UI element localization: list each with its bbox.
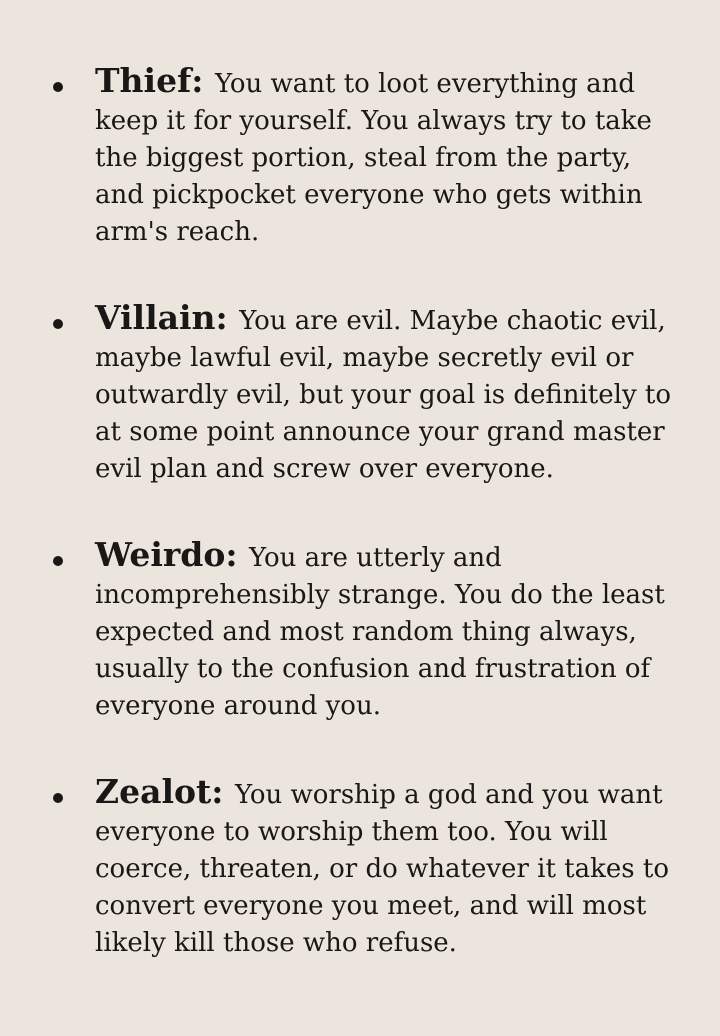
bullet-icon [53, 319, 63, 329]
list-item-weirdo [48, 536, 672, 725]
list-item-zealot [48, 773, 672, 962]
archetype-list [48, 62, 672, 962]
list-item-villain [48, 299, 672, 488]
term-description: You are evil. Maybe chaotic evil, maybe lawful evil, maybe secretly evil or outwardly evil, but your goal is definitely to at some point announce your grand master evil plan and screw over everyone. [95, 306, 671, 484]
bullet-icon [53, 82, 63, 92]
bullet-icon [53, 556, 63, 566]
bullet-icon [53, 793, 63, 803]
term-label: Villain: [95, 298, 240, 337]
term-label: Weirdo: [95, 535, 250, 574]
list-item-thief [48, 62, 672, 251]
term-description: You are utterly and incomprehensibly strange. You do the least expected and most random thing always, usually to the confusion and frustration of everyone around you. [95, 543, 665, 721]
term-description: You want to loot everything and keep it for yourself. You always try to take the biggest portion, steal from the party, and pickpocket everyone who gets within arm's reach. [95, 69, 652, 247]
term-description: You worship a god and you want everyone to worship them too. You will coerce, threaten, or do whatever it takes to convert everyone you meet, and will most likely kill those who refuse. [95, 780, 669, 958]
term-label: Thief: [95, 61, 215, 100]
term-label: Zealot: [95, 772, 235, 811]
